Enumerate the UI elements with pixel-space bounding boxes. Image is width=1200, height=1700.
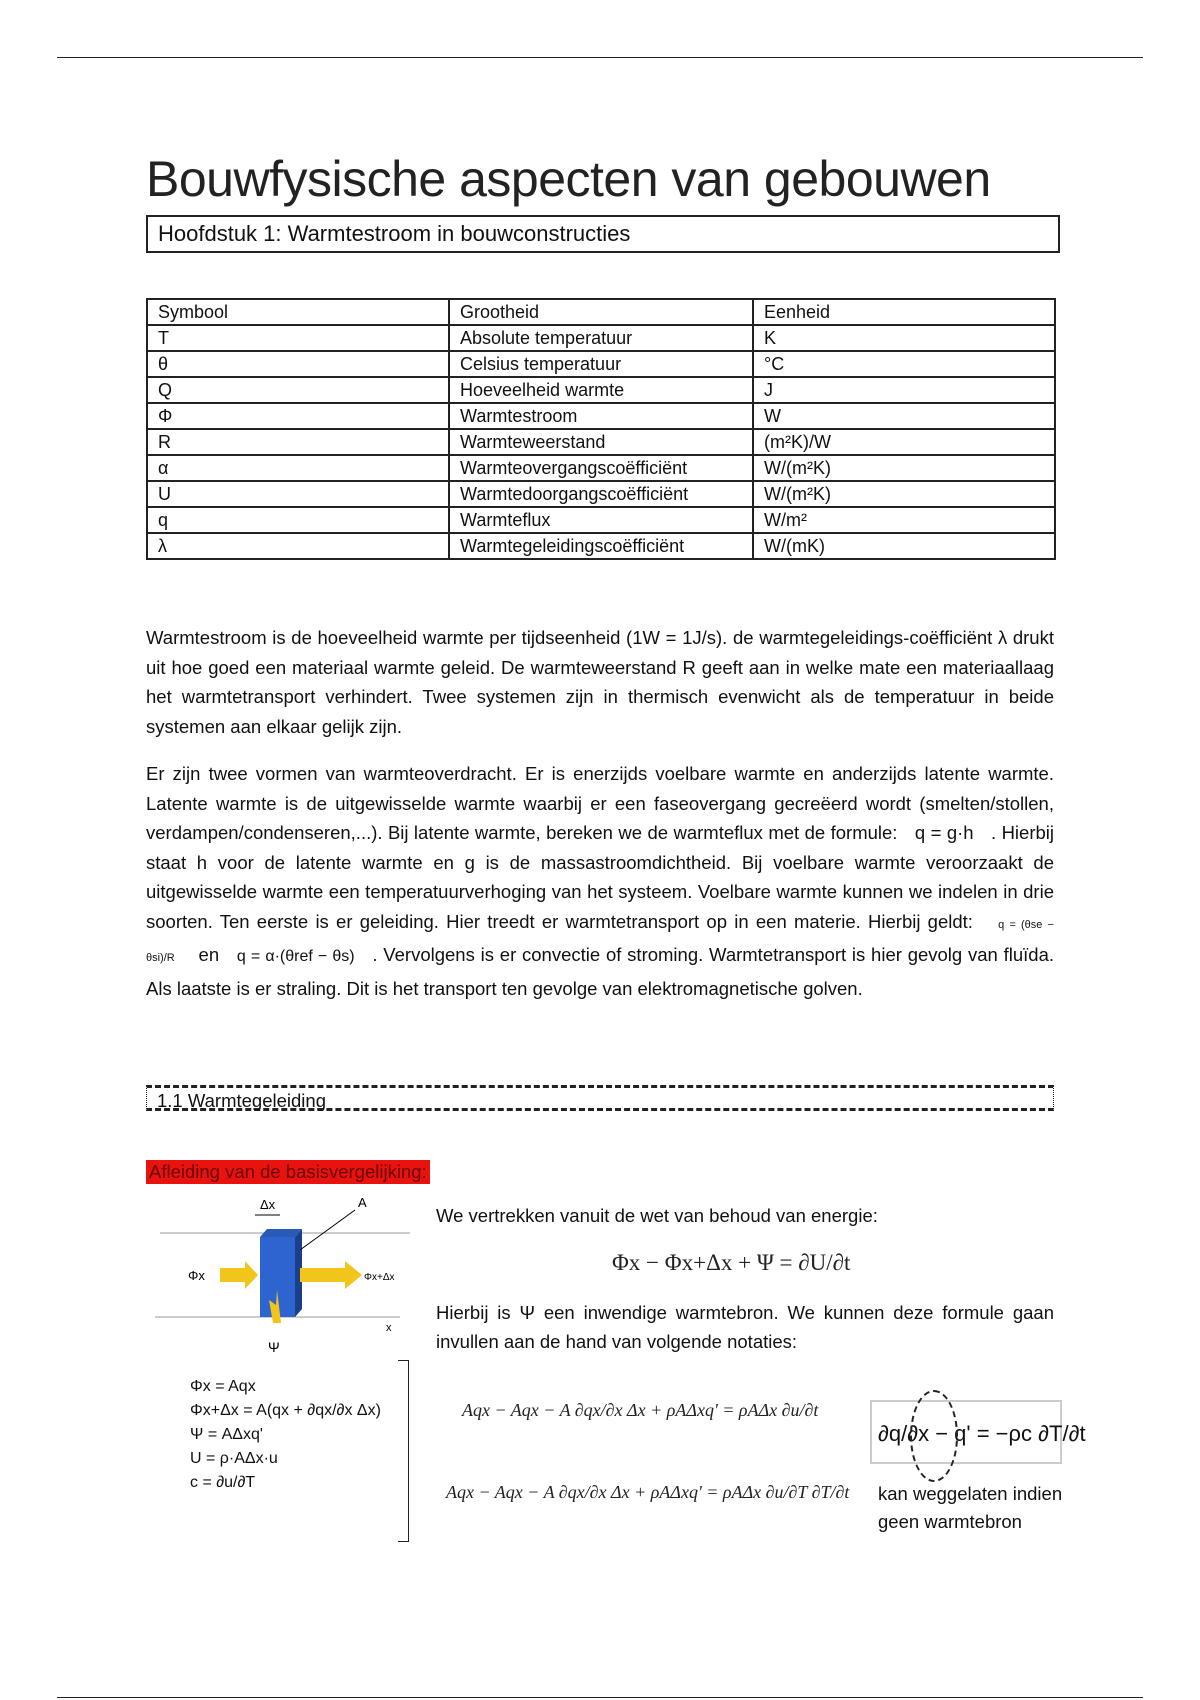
unit-cell: Eenheid [753, 299, 1055, 325]
note-text: kan weggelaten indien geen warmtebron [878, 1483, 1063, 1532]
symbol-cell: θ [147, 351, 449, 377]
table-row [147, 533, 1055, 559]
quantity-cell: Warmtegeleidingscoëfficiënt [449, 533, 753, 559]
quantity-cell: Absolute temperatuur [449, 325, 753, 351]
notation: Φx = Aqx [190, 1378, 256, 1395]
quantity-cell: Warmteweerstand [449, 429, 753, 455]
text: Er zijn twee vormen van warmteoverdracht. Er is enerzijds voelbare warmte en anderzijds latente warmte. Latente warmte is de uitgewisselde warmte waarbij er een faseovergang gecreëerd wordt (smelten/stollen, verdampen/condenseren,...). Bij latente warmte, bereken we de warmteflux met de formule: [146, 763, 1054, 843]
notation: Φx+Δx = A(qx + ∂qx/∂x Δx) [190, 1402, 381, 1419]
dashed-circle [910, 1390, 958, 1482]
label-A: A [358, 1195, 367, 1210]
table-row [147, 377, 1055, 403]
quantity-cell: Warmteflux [449, 507, 753, 533]
unit-cell: W/(m²K) [753, 481, 1055, 507]
notation: U = ρ·AΔx·u [190, 1450, 278, 1467]
label-phix: Φx [188, 1268, 205, 1283]
symbol-cell: q [147, 507, 449, 533]
quantity-cell: Hoeveelheid warmte [449, 377, 753, 403]
energy-balance-equation: Φx − Φx+Δx + Ψ = ∂U/∂t [612, 1250, 851, 1275]
formula-latent: q = g·h [914, 822, 974, 843]
text: en [198, 944, 220, 965]
quantity-cell: Warmteovergangscoëfficiënt [449, 455, 753, 481]
symbol-cell: α [147, 455, 449, 481]
document-title: Bouwfysische aspecten van gebouwen [146, 151, 991, 207]
hierbij-text: Hierbij is Ψ een inwendige warmtebron. We kunnen deze formule gaan invullen aan de hand van volgende notaties: [436, 1302, 1054, 1352]
symbol-cell: λ [147, 533, 449, 559]
notation: c = ∂u/∂T [190, 1474, 256, 1491]
unit-cell: W/(m²K) [753, 455, 1055, 481]
equation-2: Aqx − Aqx − A ∂qx/∂x Δx + ρAΔxq' = ρAΔx ∂u/∂T ∂T/∂t [446, 1482, 850, 1502]
text: . Hierbij staat h voor de latente warmte en g is de massastroomdichtheid. Bij voelbare warmte veroorzaakt de uitgewisselde warmte een temperatuurverhoging van het systeem. Voelbare warmte kunnen we indelen in drie soorten. Ten eerste is er geleiding. Hier treedt er warmtetransport op in een materie. Hierbij geldt: [146, 822, 1054, 932]
table-row [147, 429, 1055, 455]
intro-text: We vertrekken vanuit de wet van behoud van energie: [436, 1205, 878, 1226]
table-row [147, 325, 1055, 351]
symbol-cell: R [147, 429, 449, 455]
notation-list [190, 1375, 381, 1495]
table-row [147, 403, 1055, 429]
symbol-cell: Φ [147, 403, 449, 429]
notation: Ψ = AΔxq' [190, 1426, 263, 1443]
symbol-cell: U [147, 481, 449, 507]
quantity-cell: Grootheid [449, 299, 753, 325]
unit-cell: (m²K)/W [753, 429, 1055, 455]
unit-cell: W [753, 403, 1055, 429]
formula-convection: q = α·(θref − θs) [236, 948, 355, 965]
text: . Vervolgens is er convectie of stroming. Warmtetransport is hier gevolg van fluïda. Als laatste is er straling. Dit is het transport ten gevolge van elektromagnetische golven. [146, 944, 1055, 999]
brace [398, 1360, 409, 1542]
final-equation-box: ∂q/∂x − q' = −ρc ∂T/∂t [870, 1400, 1062, 1464]
label-psi: Ψ [268, 1339, 280, 1355]
unit-cell: W/(mK) [753, 533, 1055, 559]
formula-conduction: q = (θse − θsi)/R [146, 918, 1054, 964]
heat-flow-diagram [150, 1195, 420, 1355]
table-row [147, 351, 1055, 377]
symbol-table [146, 298, 1056, 560]
bottom-rule [57, 1697, 1143, 1698]
symbol-cell: Q [147, 377, 449, 403]
label-phixdx: Φx+Δx [364, 1272, 395, 1283]
quantity-cell: Warmtestroom [449, 403, 753, 429]
label-x: x [386, 1322, 392, 1334]
quantity-cell: Warmtedoorgangscoëfficiënt [449, 481, 753, 507]
unit-cell: K [753, 325, 1055, 351]
paragraph-warmtestroom: Warmtestroom is de hoeveelheid warmte per tijdseenheid (1W = 1J/s). de warmtegeleidings-coëfficiënt λ drukt uit hoe goed een materiaal warmte geleid. De warmteweerstand R geeft aan in welke mate een materiaallaag het warmtetransport verhindert. Twee systemen zijn in thermisch evenwicht als de temperatuur in beide systemen aan elkaar gelijk zijn. [146, 627, 1054, 737]
highlighted-heading: Afleiding van de basisvergelijking: [146, 1160, 430, 1184]
unit-cell: °C [753, 351, 1055, 377]
unit-cell: J [753, 377, 1055, 403]
top-rule [57, 57, 1143, 58]
symbol-cell: T [147, 325, 449, 351]
unit-cell: W/m² [753, 507, 1055, 533]
table-row [147, 455, 1055, 481]
chapter-heading: Hoofdstuk 1: Warmtestroom in bouwconstructies [146, 215, 1060, 253]
symbol-cell: Symbool [147, 299, 449, 325]
table-row [147, 299, 1055, 325]
label-dx: Δx [260, 1197, 276, 1212]
table-row [147, 507, 1055, 533]
equation-1: Aqx − Aqx − A ∂qx/∂x Δx + ρAΔxq' = ρAΔx ∂u/∂t [462, 1400, 819, 1420]
table-row [147, 481, 1055, 507]
section-heading: 1.1 Warmtegeleiding [146, 1085, 1054, 1111]
quantity-cell: Celsius temperatuur [449, 351, 753, 377]
paragraph-warmteoverdracht [146, 759, 1054, 1003]
